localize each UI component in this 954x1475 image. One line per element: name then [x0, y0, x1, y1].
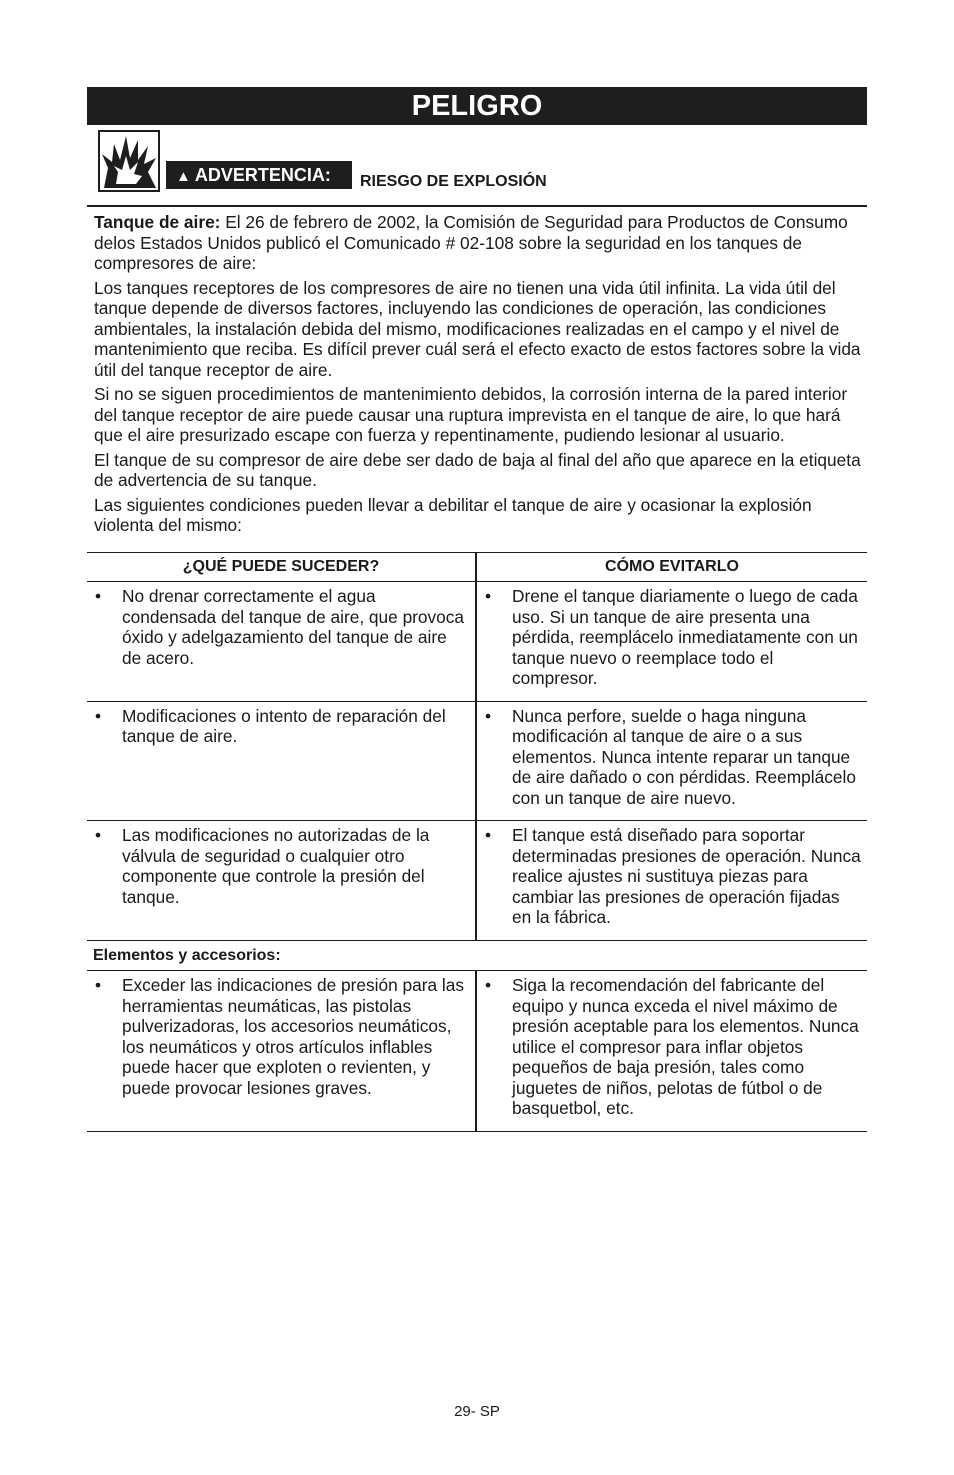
divider	[87, 205, 867, 207]
page-number: 29- SP	[454, 1403, 500, 1420]
explosion-icon	[98, 130, 160, 192]
section-label: Elementos y accesorios:	[87, 940, 867, 971]
hazard-cause: Exceder las indicaciones de presión para las herramientas neumáticas, las pistolas pulverizadoras, los accesorios neumáticos, los neumáticos y otros artículos inflables puede hacer que exploten o revienten, y puede provocar lesiones graves.	[122, 975, 464, 1098]
table-row	[87, 582, 867, 702]
intro-paragraph: El tanque de su compresor de aire debe ser dado de baja al final del año que aparece en la etiqueta de advertencia de su tanque.	[94, 449, 861, 490]
hazard-header	[87, 130, 867, 206]
intro-lead: Tanque de aire:	[94, 212, 221, 232]
risk-table	[87, 552, 867, 1132]
hazard-cause: Las modificaciones no autorizadas de la válvula de seguridad o cualquier otro componente que controle la presión del tanque.	[122, 825, 430, 907]
column-header-how: CÓMO EVITARLO	[476, 553, 867, 582]
hazard-title: RIESGO DE EXPLOSIÓN	[360, 173, 547, 190]
bullet-icon: •	[95, 705, 102, 726]
bullet-icon: •	[95, 975, 102, 995]
advertencia-badge	[166, 161, 352, 189]
danger-banner: PELIGRO	[87, 87, 867, 125]
table-row	[87, 701, 867, 821]
hazard-prevention: El tanque está diseñado para soportar determinadas presiones de operación. Nunca realice ajustes ni sustituya piezas para cambiar las presiones de operación fijadas en la fábrica.	[512, 825, 861, 927]
intro-paragraph: Las siguientes condiciones pueden llevar a debilitar el tanque de aire y ocasionar la explosión violenta del mismo:	[94, 494, 812, 535]
column-header-what: ¿QUÉ PUEDE SUCEDER?	[87, 553, 476, 582]
intro-paragraph: Si no se siguen procedimientos de mantenimiento debidos, la corrosión interna de la pared interior del tanque receptor de aire puede causar una ruptura imprevista en el tanque de aire, lo que hará que el aire presurizado escape con fuerza y repentinamente, pudiendo lesionar al usuario.	[94, 384, 848, 445]
table-header-row	[87, 553, 867, 582]
hazard-prevention: Nunca perfore, suelde o haga ninguna modificación al tanque de aire o a sus elementos. Nunca intente reparar un tanque de aire dañado o con pérdidas. Reemplácelo con un tanque de aire nuevo.	[512, 705, 856, 808]
intro-text	[94, 212, 862, 540]
bullet-icon: •	[95, 586, 102, 606]
hazard-prevention: Drene el tanque diariamente o luego de cada uso. Si un tanque de aire presenta una pérdida, reemplácelo inmediatamente con un tanque nuevo o reemplace todo el compresor.	[512, 586, 858, 688]
table-row	[87, 971, 867, 1132]
intro-paragraph	[94, 212, 862, 274]
warning-triangle-icon: ▲	[176, 168, 191, 185]
bullet-icon: •	[485, 825, 492, 845]
intro-paragraph: Los tanques receptores de los compresores de aire no tienen una vida útil infinita. La vida útil del tanque depende de diversos factores, incluyendo las condiciones de operación, las condiciones ambientales, la instalación debida del mismo, modificaciones realizadas en el campo y el nivel de mantenimiento que reciba. Es difícil prever cuál será el efecto exacto de estos factores sobre la vida útil del tanque receptor de aire.	[94, 277, 861, 380]
table-row	[87, 821, 867, 941]
bullet-icon: •	[95, 825, 102, 845]
bullet-icon: •	[485, 975, 492, 995]
bullet-icon: •	[485, 705, 492, 726]
hazard-cause: No drenar correctamente el agua condensada del tanque de aire, que provoca óxido y adelgazamiento del tanque de aire de acero.	[122, 586, 465, 668]
intro-lead-text: El 26 de febrero de 2002, la Comisión de Seguridad para Productos de Consumo delos Estados Unidos publicó el Comunicado # 02-108 sobre la seguridad en los tanques de compresores de aire:	[94, 212, 848, 273]
bullet-icon: •	[485, 586, 492, 606]
hazard-prevention: Siga la recomendación del fabricante del equipo y nunca exceda el nivel máximo de presión aceptable para los elementos. Nunca utilice el compresor para inflar objetos pequeños de baja presión, tales como juguetes de niños, pelotas de fútbol o de basquetbol, etc.	[512, 975, 859, 1118]
section-label-row	[87, 940, 867, 971]
hazard-cause: Modificaciones o intento de reparación del tanque de aire.	[122, 705, 446, 746]
advertencia-label: ADVERTENCIA:	[194, 165, 331, 185]
